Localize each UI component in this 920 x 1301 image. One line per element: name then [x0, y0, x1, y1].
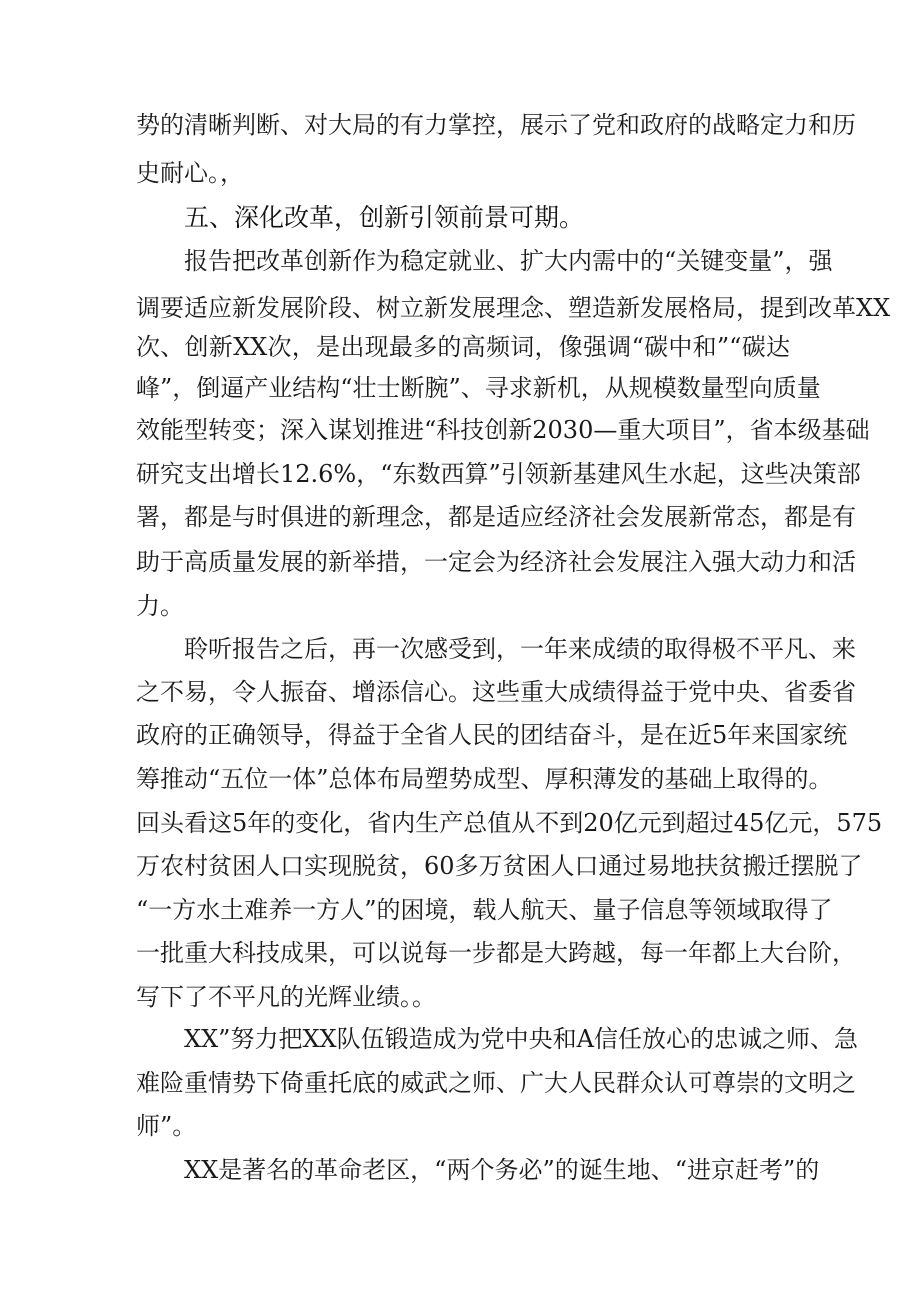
- section-heading: 五、深化改革，创新引领前景可期。: [184, 203, 585, 232]
- paragraph-line: 研究支出增长12.6%，“东数西算”引领新基建风生水起，这些决策部: [136, 460, 861, 488]
- paragraph-line: 署，都是与时俱进的新理念，都是适应经济社会发展新常态，都是有: [136, 503, 856, 531]
- paragraph-line: XX”努力把XX队伍锻造成为党中央和A信任放心的忠诚之师、急: [184, 1025, 858, 1053]
- paragraph-line: 师”。: [136, 1112, 197, 1140]
- paragraph-line: “一方水土难养一方人”的困境，载人航天、量子信息等领域取得了: [136, 896, 833, 924]
- paragraph-line: 报告把改革创新作为稳定就业、扩大内需中的“关键变量”，强: [184, 247, 833, 275]
- paragraph-line: 次、创新XX次，是出现最多的高频词，像强调“碳中和”“碳达: [136, 333, 790, 361]
- paragraph-line: 效能型转变；深入谋划推进“科技创新2030—重大项目”，省本级基础: [136, 416, 870, 444]
- paragraph-line: 峰”，倒逼产业结构“壮士断腕”、寻求新机，从规模数量型向质量: [136, 374, 821, 402]
- paragraph-line: 聆听报告之后，再一次感受到，一年来成绩的取得极不平凡、来: [184, 635, 856, 663]
- paragraph-line: 回头看这5年的变化，省内生产总值从不到20亿元到超过45亿元，575: [136, 809, 883, 837]
- text-line: 势的清晰判断、对大局的有力掌控，展示了党和政府的战略定力和历: [136, 111, 856, 139]
- paragraph-line: 一批重大科技成果，可以说每一步都是大跨越，每一年都上大台阶，: [136, 939, 856, 967]
- paragraph-line: 政府的正确领导，得益于全省人民的团结奋斗，是在近5年来国家统: [136, 721, 848, 749]
- paragraph-line: XX是著名的革命老区，“两个务必”的诞生地、“进京赶考”的: [184, 1156, 820, 1184]
- paragraph-line: 调要适应新发展阶段、树立新发展理念、塑造新发展格局，提到改革XX: [136, 294, 891, 322]
- paragraph-line: 助于高质量发展的新举措，一定会为经济社会发展注入强大动力和活: [136, 548, 856, 576]
- paragraph-line: 筹推动“五位一体”总体布局塑势成型、厚积薄发的基础上取得的。: [136, 765, 833, 793]
- paragraph-line: 万农村贫困人口实现脱贫，60多万贫困人口通过易地扶贫搬迁摆脱了: [136, 852, 863, 880]
- text-line: 史耐心。，: [136, 159, 244, 187]
- paragraph-line: 写下了不平凡的光辉业绩。。: [136, 983, 436, 1011]
- paragraph-line: 力。: [136, 592, 184, 620]
- paragraph-line: 之不易，令人振奋、增添信心。这些重大成绩得益于党中央、省委省: [136, 678, 856, 706]
- paragraph-line: 难险重情势下倚重托底的威武之师、广大人民群众认可尊崇的文明之: [136, 1069, 856, 1097]
